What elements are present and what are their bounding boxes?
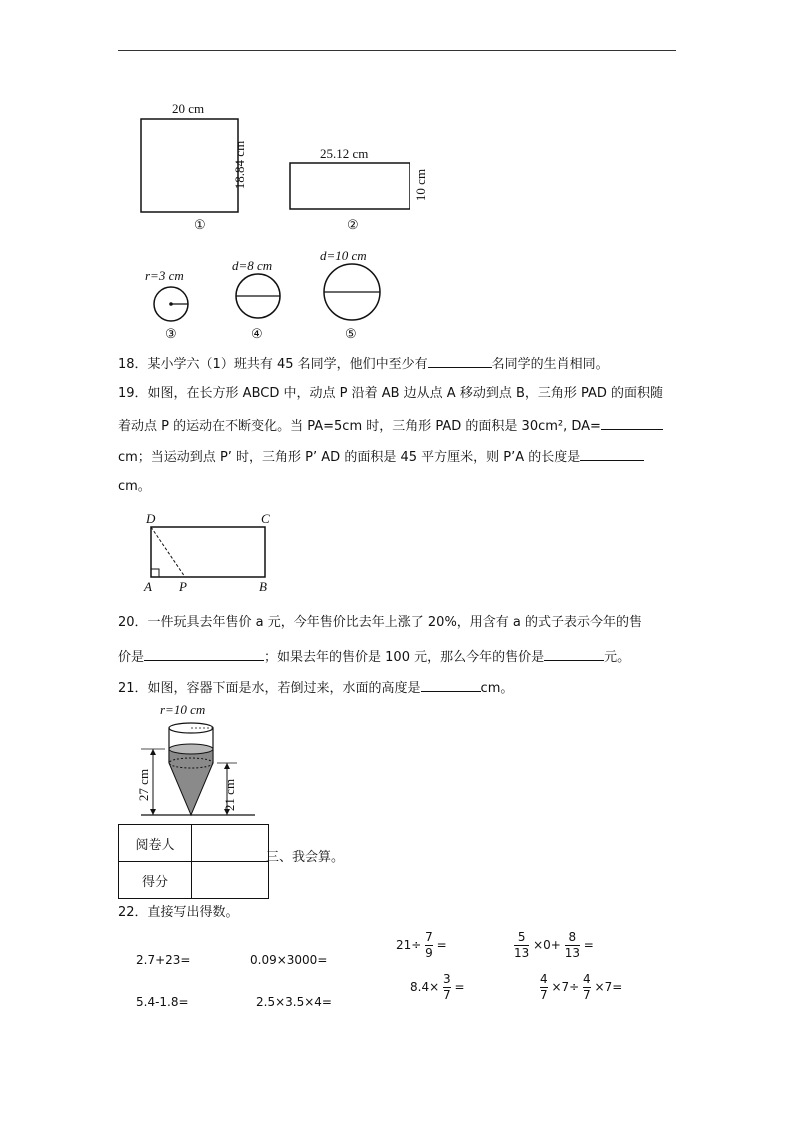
equals: = [583,938,594,952]
denominator: 13 [514,946,530,960]
q20-text-c: 元。 [604,650,631,665]
q20-line-2 [118,646,630,668]
point-c-label: C [261,511,270,526]
fraction-8-13 [565,930,580,961]
q21-text-end: cm。 [480,681,514,696]
numerator: 5 [517,930,526,944]
calc-2: 0.09×3000= [250,953,328,967]
calc-1: 2.7+23= [136,953,191,967]
question-21 [118,677,513,699]
right-angle-mark [151,569,159,577]
rect-top-label: 25.12 cm [320,146,369,161]
section-heading: 三、我会算。 [266,850,345,865]
fraction-4-7-a [540,972,548,1003]
calc-5: 5.4-1.8= [136,995,189,1009]
container-figure [135,718,265,820]
calc-6: 2.5×3.5×4= [256,995,332,1009]
cone-height-label: 21 cm [222,778,237,812]
circle-4-text: d=8 cm [232,258,273,273]
figure-label-5: ⑤ [345,326,357,341]
q20-text-a: 价是 [118,650,145,665]
grader-cell[interactable] [192,825,269,862]
q18-text: 18．某小学六（1）班共有 45 名同学，他们中至少有 [118,357,428,372]
numerator: 4 [583,972,591,986]
fraction-7-9 [425,930,433,961]
numerator: 3 [442,972,451,986]
q20-line-1: 20．一件玩具去年售价 a 元，今年售价比去年上涨了 20%，用含有 a 的式子表示今年的售 [118,615,643,630]
denominator: 7 [540,988,548,1002]
calc-3-pre: 21÷ [396,938,422,952]
numerator: 7 [425,930,433,944]
score-label: 得分 [119,862,192,899]
denominator: 7 [583,988,591,1002]
square-shape [141,119,238,212]
water-fill [169,749,213,815]
fraction-3-7 [443,972,451,1003]
equals: ×7= [594,980,623,994]
header-rule [118,50,676,51]
equals: = [454,980,465,994]
calc-8-mid: ×7÷ [551,980,580,994]
q19-line-3-text: cm；当运动到点 P’ 时，三角形 P’ AD 的面积是 45 平方厘米，则 P’A 的长度是 [118,450,581,465]
q19-pa-blank[interactable] [580,446,644,461]
q19-line-4: cm。 [118,479,151,494]
point-a-label: A [144,579,152,594]
calc-7 [410,972,465,1003]
q20-text-b: ；如果去年的售价是 100 元，那么今年的售价是 [264,650,545,665]
calc-4 [514,930,594,961]
q21-text: 21．如图，容器下面是水，若倒过来，水面的高度是 [118,681,421,696]
grader-label: 阅卷人 [119,825,192,862]
fraction-5-13 [514,930,529,961]
rect-side-label: 10 cm [413,168,428,202]
total-height-label: 27 cm [136,768,151,802]
question-18 [118,353,609,375]
calc-4-mid: ×0+ [533,938,561,952]
figure-label-2: ② [347,217,359,232]
figure-label-4: ④ [251,326,263,341]
figure-label-1: ① [194,217,206,232]
q19-line-2-text: 着动点 P 的运动在不断变化。当 PA=5cm 时，三角形 PAD 的面积是 30cm², DA= [118,419,601,434]
circle-3-text: r=3 cm [145,268,184,283]
equals: = [436,938,447,952]
water-surface [169,744,213,754]
rectangle-shape [290,163,410,209]
point-b-label: B [259,579,267,594]
q18-text-end: 名同学的生肖相同。 [491,357,609,372]
q18-answer-blank[interactable] [428,353,492,368]
calc-8 [540,972,622,1003]
q21-answer-blank[interactable] [421,677,481,692]
denominator: 9 [425,946,433,960]
calc-7-pre: 8.4× [410,980,440,994]
q22-title: 22．直接写出得数。 [118,905,239,920]
q20-price-blank[interactable] [544,646,604,661]
square-side-label: 18.84 cm [232,140,247,190]
denominator: 7 [442,988,451,1002]
circle-3-center [169,302,173,306]
q19-line-3 [118,446,644,468]
numerator: 8 [568,930,577,944]
point-p-label: P [179,579,187,594]
score-cell[interactable] [192,862,269,899]
figure-label-3: ③ [165,326,177,341]
point-d-label: D [146,511,156,526]
square-top-label: 20 cm [172,101,205,116]
fraction-4-7-b [583,972,591,1003]
numerator: 4 [540,972,548,986]
grader-table [118,824,269,899]
q20-expression-blank[interactable] [144,646,264,661]
q19-line-2 [118,415,663,437]
q19-line-1: 19．如图，在长方形 ABCD 中，动点 P 沿着 AB 边从点 A 移动到点 B，三角形 PAD 的面积随 [118,386,664,401]
q19-da-blank[interactable] [601,415,663,430]
circle-5-text: d=10 cm [320,248,367,263]
denominator: 13 [564,946,580,960]
radius-label: r=10 cm [160,702,206,717]
calc-3 [396,930,447,961]
shapes-figure [130,95,410,345]
